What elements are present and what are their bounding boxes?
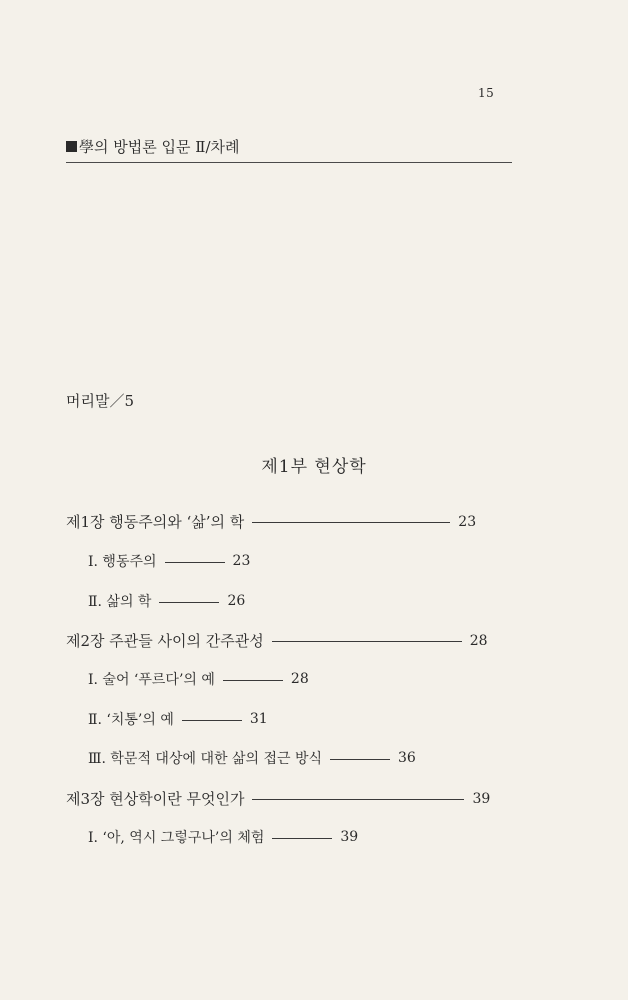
toc-entry-title: Ⅰ. 행동주의 (88, 554, 157, 570)
leader-line (165, 562, 225, 563)
toc-entry-page: 26 (227, 593, 246, 609)
toc-entry-title: 제3장 현상학이란 무엇인가 (66, 790, 245, 808)
leader-line (252, 799, 464, 800)
toc-entry-page: 23 (232, 553, 251, 569)
toc-entry-page: 39 (472, 790, 491, 807)
toc-entry-ch1-s2 (88, 591, 245, 611)
toc-entry-ch1-s1 (88, 551, 250, 571)
square-bullet-icon (66, 141, 77, 152)
toc-entry-title: 제1장 행동주의와 ‘삶’의 학 (66, 513, 245, 531)
leader-line (330, 759, 390, 760)
toc-entry-ch3 (66, 788, 490, 809)
toc-entry-title: 제2장 주관들 사이의 간주관성 (66, 632, 264, 650)
toc-entry-title: Ⅲ. 학문적 대상에 대한 삶의 접근 방식 (88, 751, 322, 767)
toc-entry-page: 23 (458, 513, 477, 530)
toc-entry-page: 31 (249, 711, 268, 727)
toc-entry-title: Ⅱ. 삶의 학 (88, 594, 152, 610)
toc-entry-ch2-s3 (88, 748, 416, 768)
running-header (66, 136, 512, 163)
toc-entry-title: Ⅰ. 술어 ‘푸르다’의 예 (88, 672, 215, 688)
running-header-text: 學의 방법론 입문 Ⅱ/차례 (79, 138, 240, 156)
leader-line (272, 838, 332, 839)
toc-entry-ch1 (66, 511, 476, 532)
toc-entry-ch2-s1 (88, 669, 309, 689)
toc-entry-page: 28 (469, 632, 488, 649)
preface-entry: 머리말／5 (66, 392, 135, 410)
leader-line (252, 522, 450, 523)
toc-entry-ch2-s2 (88, 709, 268, 729)
toc-entry-title: Ⅰ. ‘아, 역시 그렇구나’의 체험 (88, 830, 265, 846)
toc-entry-page: 39 (340, 829, 359, 845)
toc-entry-title: Ⅱ. ‘치통’의 예 (88, 712, 174, 728)
leader-line (272, 641, 462, 642)
toc-entry-page: 36 (398, 750, 416, 766)
leader-line (223, 680, 283, 681)
part-title: 제1부 현상학 (261, 457, 367, 477)
toc-entry-page: 28 (290, 671, 309, 687)
leader-line (182, 720, 242, 721)
toc-entry-ch2 (66, 630, 488, 651)
page-number: 15 (478, 86, 495, 100)
leader-line (159, 602, 219, 603)
toc-entry-ch3-s1 (88, 827, 358, 847)
